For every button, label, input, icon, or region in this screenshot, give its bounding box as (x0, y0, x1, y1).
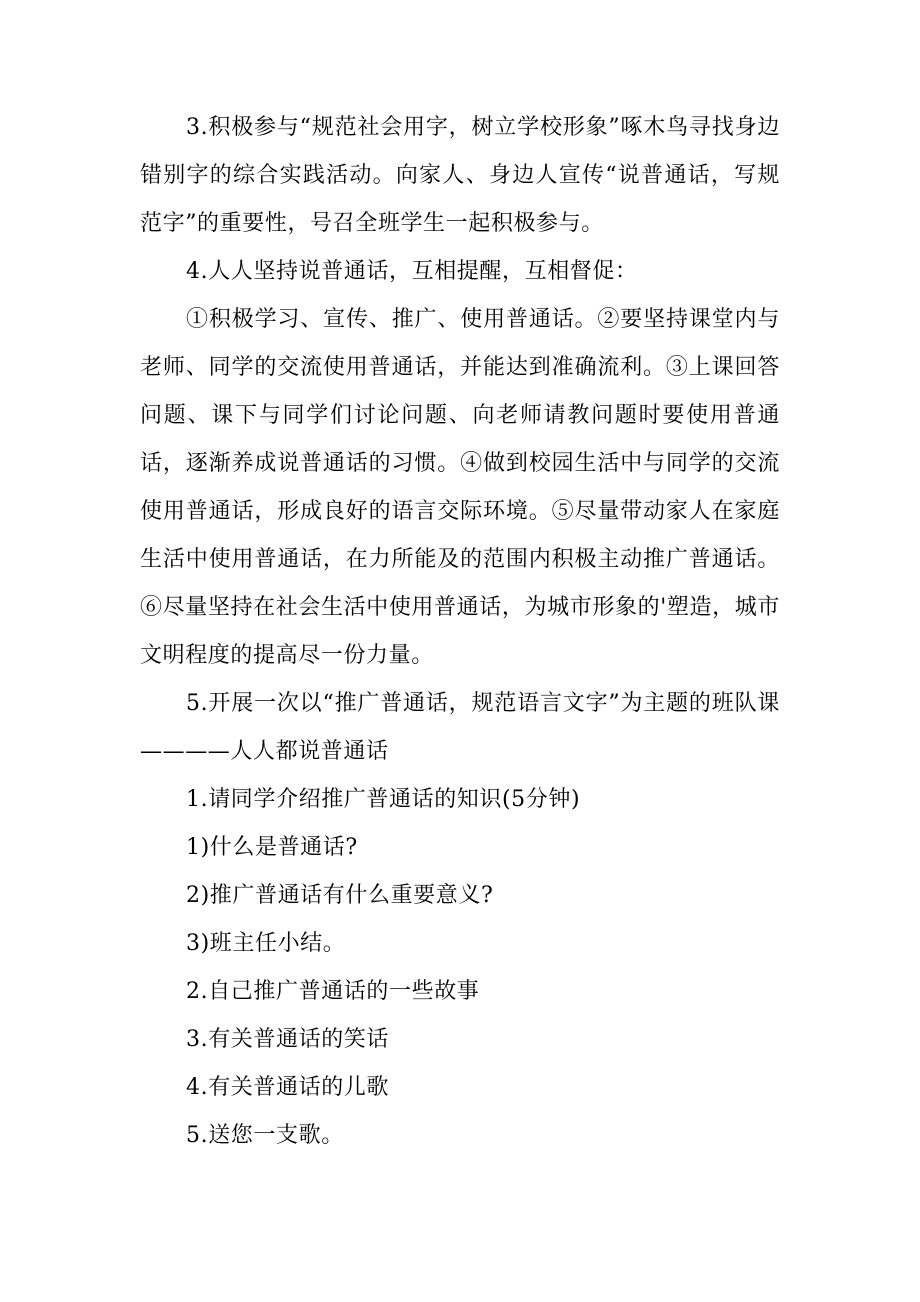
list-item: 1)什么是普通话? (186, 835, 358, 860)
list-item: 5.送您一支歌。 (186, 1123, 344, 1148)
list-item: 2.自己推广普通话的一些故事 (186, 979, 480, 1004)
list-item: 3)班主任小结。 (186, 931, 346, 956)
paragraph-activity-4: 4.人人坚持说普通话，互相提醒，互相督促： (186, 259, 638, 284)
list-item: 2)推广普通话有什么重要意义? (186, 883, 494, 908)
paragraph-activity-3: 3.积极参与“规范社会用字，树立学校形象”啄木鸟寻找身边错别字的综合实践活动。向家人、身边人宣传“说普通话，写规范字”的重要性，号召全班学生一起积极参与。 (140, 115, 780, 236)
paragraph-activity-4-details: ①积极学习、宣传、推广、使用普通话。②要坚持课堂内与老师、同学的交流使用普通话，并能达到准确流利。③上课回答问题、课下与同学们讨论问题、向老师请教问题时要使用普通话，逐渐养成说普通话的习惯。④做到校园生活中与同学的交流使用普通话，形成良好的语言交际环境。⑤尽量带动家人在家庭生活中使用普通话，在力所能及的范围内积极主动推广普通话。⑥尽量坚持在社会生活中使用普通话，为城市形象的'塑造，城市文明程度的提高尽一份力量。 (140, 307, 780, 668)
document-body (140, 104, 780, 1160)
paragraph-activity-5: 5.开展一次以“推广普通话，规范语言文字”为主题的班队课————人人都说普通话 (140, 691, 780, 764)
list-item: 3.有关普通话的笑话 (186, 1027, 389, 1052)
list-item: 4.有关普通话的儿歌 (186, 1075, 389, 1100)
list-item: 1.请同学介绍推广普通话的知识(5分钟) (186, 787, 581, 812)
